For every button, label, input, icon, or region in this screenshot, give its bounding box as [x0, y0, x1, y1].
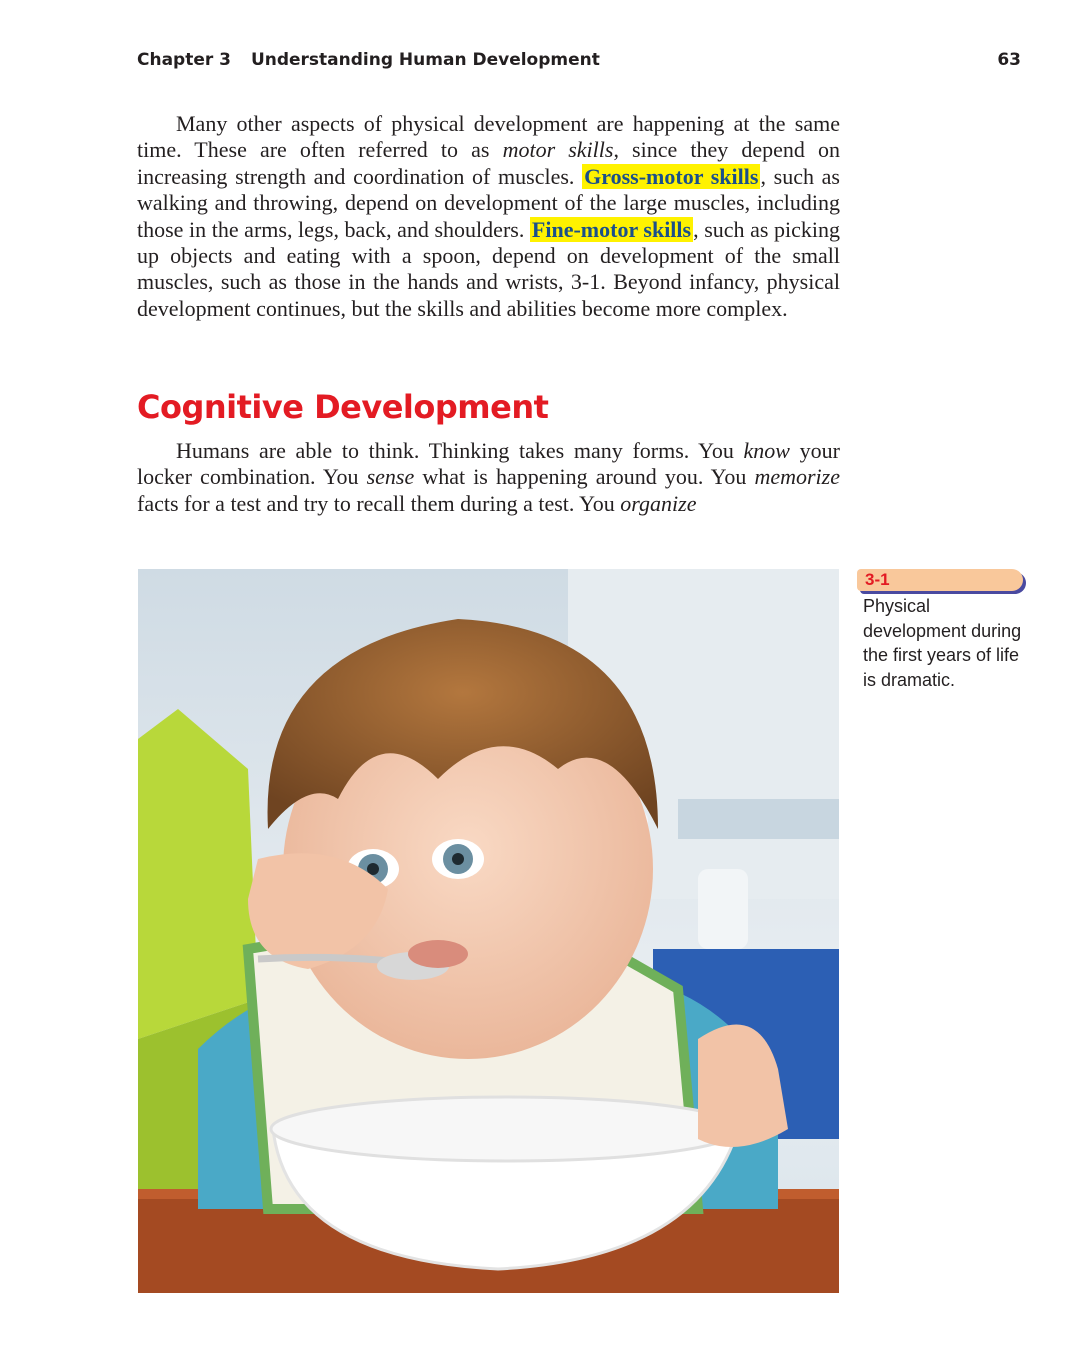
italic-term: know	[743, 438, 790, 463]
text-run: your locker combination. You	[137, 438, 841, 490]
key-term-gross-motor: Gross-motor skills	[584, 163, 759, 189]
text-run: Humans are able to think. Thinking takes many forms. You	[176, 438, 744, 463]
paragraph-thinking	[137, 438, 840, 517]
text-run: what is happening around you. You	[414, 464, 755, 490]
paragraph-motor-skills	[137, 111, 840, 322]
running-head	[137, 50, 1021, 70]
photo-illustration	[138, 569, 839, 1293]
chapter-title: Understanding Human Development	[250, 50, 600, 70]
chapter-label: Chapter 3	[137, 50, 232, 70]
text-run: facts for a test and try to recall them during a test. You	[137, 490, 621, 516]
figure-caption-text: Physical development during the first years of life is dramatic.	[863, 596, 1022, 690]
text-run: Many other aspects of physical development are happening at the same time. These are often referred to as	[137, 111, 840, 163]
text-run: , such as picking up objects and eating with a spoon, depend on development of the small muscles, such as those in the hands and wrists, 3-1. Beyond infancy, physical development continues, but the skills and abilities become more complex.	[137, 216, 840, 321]
figure-number-tab	[857, 569, 1023, 591]
italic-term: motor skills	[502, 137, 614, 163]
key-term-fine-motor: Fine-motor skills	[531, 216, 692, 242]
italic-term: memorize	[754, 464, 840, 490]
text-run: , since they depend on increasing strength and coordination of muscles.	[137, 137, 840, 189]
figure-number: 3-1	[865, 570, 890, 589]
figure-caption	[857, 569, 1027, 692]
page-number: 63	[997, 50, 1021, 70]
italic-term: organize	[620, 490, 697, 516]
toddler-eating-photo	[138, 569, 839, 1293]
italic-term: sense	[366, 464, 415, 490]
text-run: , such as walking and throwing, depend on development of the large muscles, including those in the arms, legs, back, and shoulders.	[137, 163, 840, 242]
section-heading: Cognitive Development	[137, 388, 549, 426]
